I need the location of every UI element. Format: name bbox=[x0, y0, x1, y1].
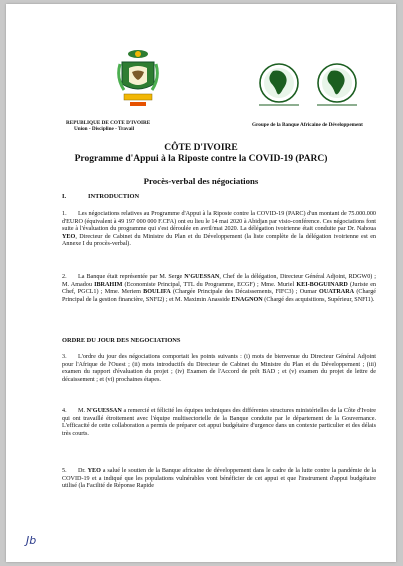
section-title: ORDRE DU JOUR DES NEGOCIATIONS bbox=[62, 337, 181, 344]
section-number: I. bbox=[62, 193, 67, 200]
paragraph-2: 2. La Banque était représentée par M. Serge N'GUESSAN, Chef de la délégation, Directeur Général Adjoint, RDGW0) ; M. Amadou IBRAHIM (Economiste Principal, TTL du Programme, ECGF) ; Mme. Muriel KEI-BOGUINARD (Juriste en Chef, PGCL1) ; Mme. Meriem BOULIFA (Chargée Principale des Décaissements, FIFC3) ; Oumar OUATRARA (Chargé Principal de la gestion financière, SNFI2) ; et M. Maximin Anasside ENAGNON (Chargé des acquisitions, Supérieur, SNFI1). bbox=[62, 274, 376, 303]
republic-motto: Union - Discipline - Travail bbox=[74, 126, 135, 133]
republic-header bbox=[66, 120, 206, 133]
paragraph-5: 5. Dr. YEO a salué le soutien de la Banque africaine de développement dans le cadre de la lutte contre la pandémie de la COVID-19 et a indiqué que les populations vulnérables vont bénéficier de cet appui et que l'instrument d'appui budgétaire utilisé (la Facilité de Réponse Rapide bbox=[62, 468, 376, 490]
document-title bbox=[6, 143, 396, 165]
title-programme: Programme d'Appui à la Riposte contre la COVID-19 (PARC) bbox=[74, 154, 328, 164]
afdb-logo-icon bbox=[251, 59, 371, 111]
document-subtitle: Procès-verbal des négociations bbox=[143, 176, 259, 186]
cote-divoire-emblem-icon bbox=[116, 48, 160, 110]
section-agenda-heading bbox=[62, 337, 180, 344]
afdb-group-name: Groupe de la Banque Africaine de Développement bbox=[252, 122, 363, 128]
section-title: INTRODUCTION bbox=[88, 193, 140, 200]
paragraph-1: 1. Les négociations relatives au Programme d'Appui à la Riposte contre la COVID-19 (PARC) d'un montant de 75.000.000 d'EURO (équivalent à 49 197 000 000 F.CFA) ont eu lieu le 14 mai 2020 à Abidjan par visio-conférence. Ces négociations font suite à l'évaluation du programme qui s'est déroulée en avril/mai 2020. La délégation ivoirienne était conduite par Dr. Nahoua YEO, Directeur de Cabinet du Ministre du Plan et du Développement (la liste complète de la délégation ivoirienne est en Annexe I du procès-verbal). bbox=[62, 211, 376, 248]
paragraph-3: 3. L'ordre du jour des négociations comportait les points suivants : (i) mots de bienvenue du Directeur Général Adjoint pour l'Afrique de l'Ouest ; (ii) mots introductifs du Directeur de Cabinet du Ministre du Plan et du Développement ; (iii) examen du rapport d'évaluation du projet ; (iv) Examen de l'Accord de prêt BAD ; et (v) examen du projet de lettre de décaissement ; et (vi) prochaines étapes. bbox=[62, 354, 376, 383]
republic-name: REPUBLIQUE DE COTE D'IVOIRE bbox=[66, 120, 151, 126]
document-page bbox=[6, 4, 396, 562]
title-country: CÔTE D'IVOIRE bbox=[164, 143, 238, 153]
handwritten-initials: Jb bbox=[26, 534, 37, 547]
paragraph-4: 4. M. N'GUESSAN a remercié et félicité les équipes techniques des différentes structures ministérielles de la Côte d'Ivoire qui ont travaillé étroitement avec l'équipe multisectorielle de la Banque conduite par le département de la Gouvernance. L'efficacité de cette collaboration a permis de préparer cet appui budgétaire d'urgence dans un contexte particulier et des délais très courts. bbox=[62, 408, 377, 437]
section-introduction-heading bbox=[62, 193, 139, 200]
